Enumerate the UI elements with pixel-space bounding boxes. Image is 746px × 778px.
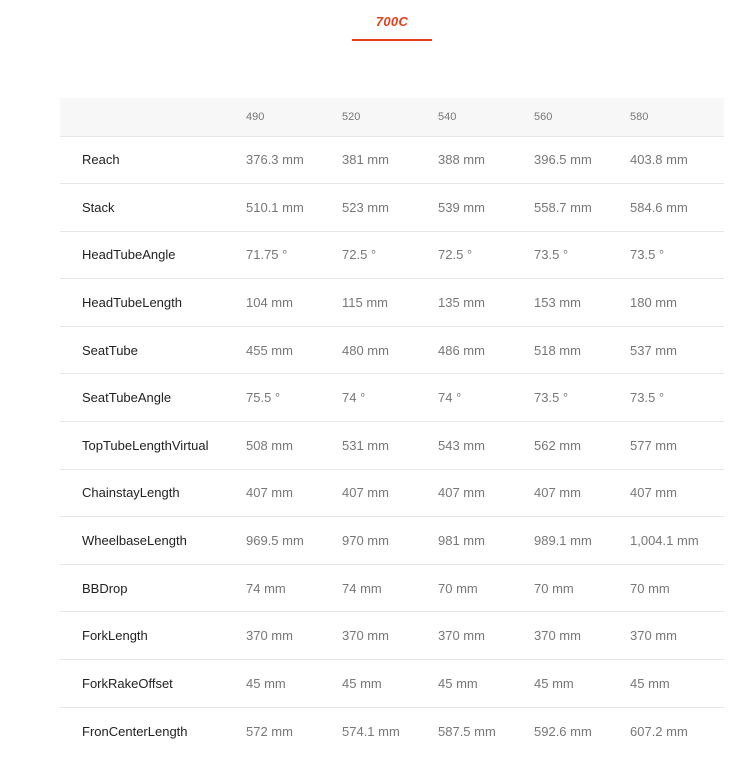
cell-value: 71.75 ° bbox=[246, 231, 342, 279]
table-row-stack bbox=[60, 184, 724, 232]
row-label: ChainstayLength bbox=[60, 469, 246, 517]
table-row-seat-tube bbox=[60, 326, 724, 374]
cell-value: 74 mm bbox=[246, 564, 342, 612]
cell-value: 455 mm bbox=[246, 326, 342, 374]
size-header-520: 520 bbox=[342, 98, 438, 136]
size-header-540: 540 bbox=[438, 98, 534, 136]
geometry-table bbox=[60, 98, 724, 755]
row-label: ForkLength bbox=[60, 612, 246, 660]
cell-value: 562 mm bbox=[534, 422, 630, 470]
cell-value: 587.5 mm bbox=[438, 723, 496, 739]
table-row-head-tube-angle bbox=[60, 231, 724, 279]
cell-value: 592.6 mm bbox=[534, 723, 592, 739]
geometry-table-body bbox=[60, 136, 724, 755]
cell-value: 539 mm bbox=[438, 184, 534, 232]
cell-value: 403.8 mm bbox=[630, 136, 724, 184]
cell-value: 574.1 mm bbox=[342, 723, 400, 739]
tab-700c-label: 700C bbox=[375, 14, 409, 29]
size-header-580: 580 bbox=[630, 98, 724, 136]
cell-value: 370 mm bbox=[630, 612, 724, 660]
cell-value: 73.5 ° bbox=[534, 231, 630, 279]
table-row-head-tube-length bbox=[60, 279, 724, 327]
cell-value: 407 mm bbox=[342, 469, 438, 517]
table-row-bb-drop bbox=[60, 564, 724, 612]
cell-value: 543 mm bbox=[438, 422, 534, 470]
row-label: WheelbaseLength bbox=[60, 517, 246, 565]
cell-value: 70 mm bbox=[438, 564, 534, 612]
cell-value: 510.1 mm bbox=[246, 184, 342, 232]
row-label: TopTubeLengthVirtual bbox=[60, 422, 246, 470]
table-row-fron-center-length bbox=[60, 707, 724, 755]
cell-value: 407 mm bbox=[438, 469, 534, 517]
cell-value: 381 mm bbox=[342, 136, 438, 184]
tab-700c[interactable] bbox=[352, 14, 432, 42]
table-row-chainstay-length bbox=[60, 469, 724, 517]
table-row-top-tube-length-virtual bbox=[60, 422, 724, 470]
cell-value: 969.5 mm bbox=[246, 517, 342, 565]
size-header-490: 490 bbox=[246, 98, 342, 136]
cell-value: 989.1 mm bbox=[534, 517, 630, 565]
active-tab-indicator bbox=[352, 39, 432, 41]
cell-value: 75.5 ° bbox=[246, 374, 342, 422]
cell-value: 376.3 mm bbox=[246, 136, 342, 184]
cell-value: 981 mm bbox=[438, 517, 534, 565]
cell-value: 73.5 ° bbox=[630, 231, 724, 279]
cell-value: 104 mm bbox=[246, 279, 342, 327]
cell-value: 370 mm bbox=[438, 612, 534, 660]
cell-value: 388 mm bbox=[438, 136, 534, 184]
cell-value: 518 mm bbox=[534, 326, 630, 374]
cell-value: 1,004.1 mm bbox=[630, 517, 724, 565]
cell-value: 531 mm bbox=[342, 422, 438, 470]
cell-value: 135 mm bbox=[438, 279, 534, 327]
cell-value: 45 mm bbox=[534, 660, 630, 708]
header-label-cell bbox=[60, 98, 246, 136]
cell-value: 480 mm bbox=[342, 326, 438, 374]
row-label: SeatTubeAngle bbox=[60, 374, 246, 422]
cell-value: 73.5 ° bbox=[534, 374, 630, 422]
cell-value: 970 mm bbox=[342, 517, 438, 565]
cell-value: 74 ° bbox=[438, 374, 534, 422]
cell-value: 153 mm bbox=[534, 279, 630, 327]
cell-value: 537 mm bbox=[630, 326, 724, 374]
cell-value: 607.2 mm bbox=[630, 723, 688, 739]
cell-value: 370 mm bbox=[246, 612, 342, 660]
wheel-size-tab-bar bbox=[0, 0, 746, 44]
row-label: HeadTubeLength bbox=[60, 279, 246, 327]
cell-value: 70 mm bbox=[534, 564, 630, 612]
cell-value: 486 mm bbox=[438, 326, 534, 374]
row-label: SeatTube bbox=[60, 326, 246, 374]
row-label: HeadTubeAngle bbox=[60, 231, 246, 279]
table-row-seat-tube-angle bbox=[60, 374, 724, 422]
cell-value: 73.5 ° bbox=[630, 374, 724, 422]
cell-value: 407 mm bbox=[534, 469, 630, 517]
cell-value: 558.7 mm bbox=[534, 184, 630, 232]
table-row-fork-rake-offset bbox=[60, 660, 724, 708]
cell-value: 70 mm bbox=[630, 564, 724, 612]
cell-value: 523 mm bbox=[342, 184, 438, 232]
cell-value: 72.5 ° bbox=[438, 231, 534, 279]
cell-value: 45 mm bbox=[342, 660, 438, 708]
cell-value: 72.5 ° bbox=[342, 231, 438, 279]
cell-value: 584.6 mm bbox=[630, 184, 724, 232]
cell-value: 180 mm bbox=[630, 279, 724, 327]
size-header-560: 560 bbox=[534, 98, 630, 136]
cell-value: 396.5 mm bbox=[534, 136, 630, 184]
cell-value: 74 mm bbox=[342, 564, 438, 612]
cell-value: 45 mm bbox=[438, 660, 534, 708]
table-row-reach bbox=[60, 136, 724, 184]
cell-value: 45 mm bbox=[246, 660, 342, 708]
table-row-fork-length bbox=[60, 612, 724, 660]
row-label: FronCenterLength bbox=[82, 723, 188, 739]
size-header-row bbox=[60, 98, 724, 136]
row-label: Stack bbox=[60, 184, 246, 232]
cell-value: 407 mm bbox=[630, 469, 724, 517]
cell-value: 577 mm bbox=[630, 422, 724, 470]
cell-value: 370 mm bbox=[534, 612, 630, 660]
cell-value: 115 mm bbox=[342, 279, 438, 327]
cell-value: 572 mm bbox=[246, 723, 293, 739]
table-row-wheelbase-length bbox=[60, 517, 724, 565]
row-label: ForkRakeOffset bbox=[60, 660, 246, 708]
cell-value: 74 ° bbox=[342, 374, 438, 422]
cell-value: 508 mm bbox=[246, 422, 342, 470]
cell-value: 45 mm bbox=[630, 660, 724, 708]
row-label: Reach bbox=[60, 136, 246, 184]
row-label: BBDrop bbox=[60, 564, 246, 612]
cell-value: 407 mm bbox=[246, 469, 342, 517]
cell-value: 370 mm bbox=[342, 612, 438, 660]
